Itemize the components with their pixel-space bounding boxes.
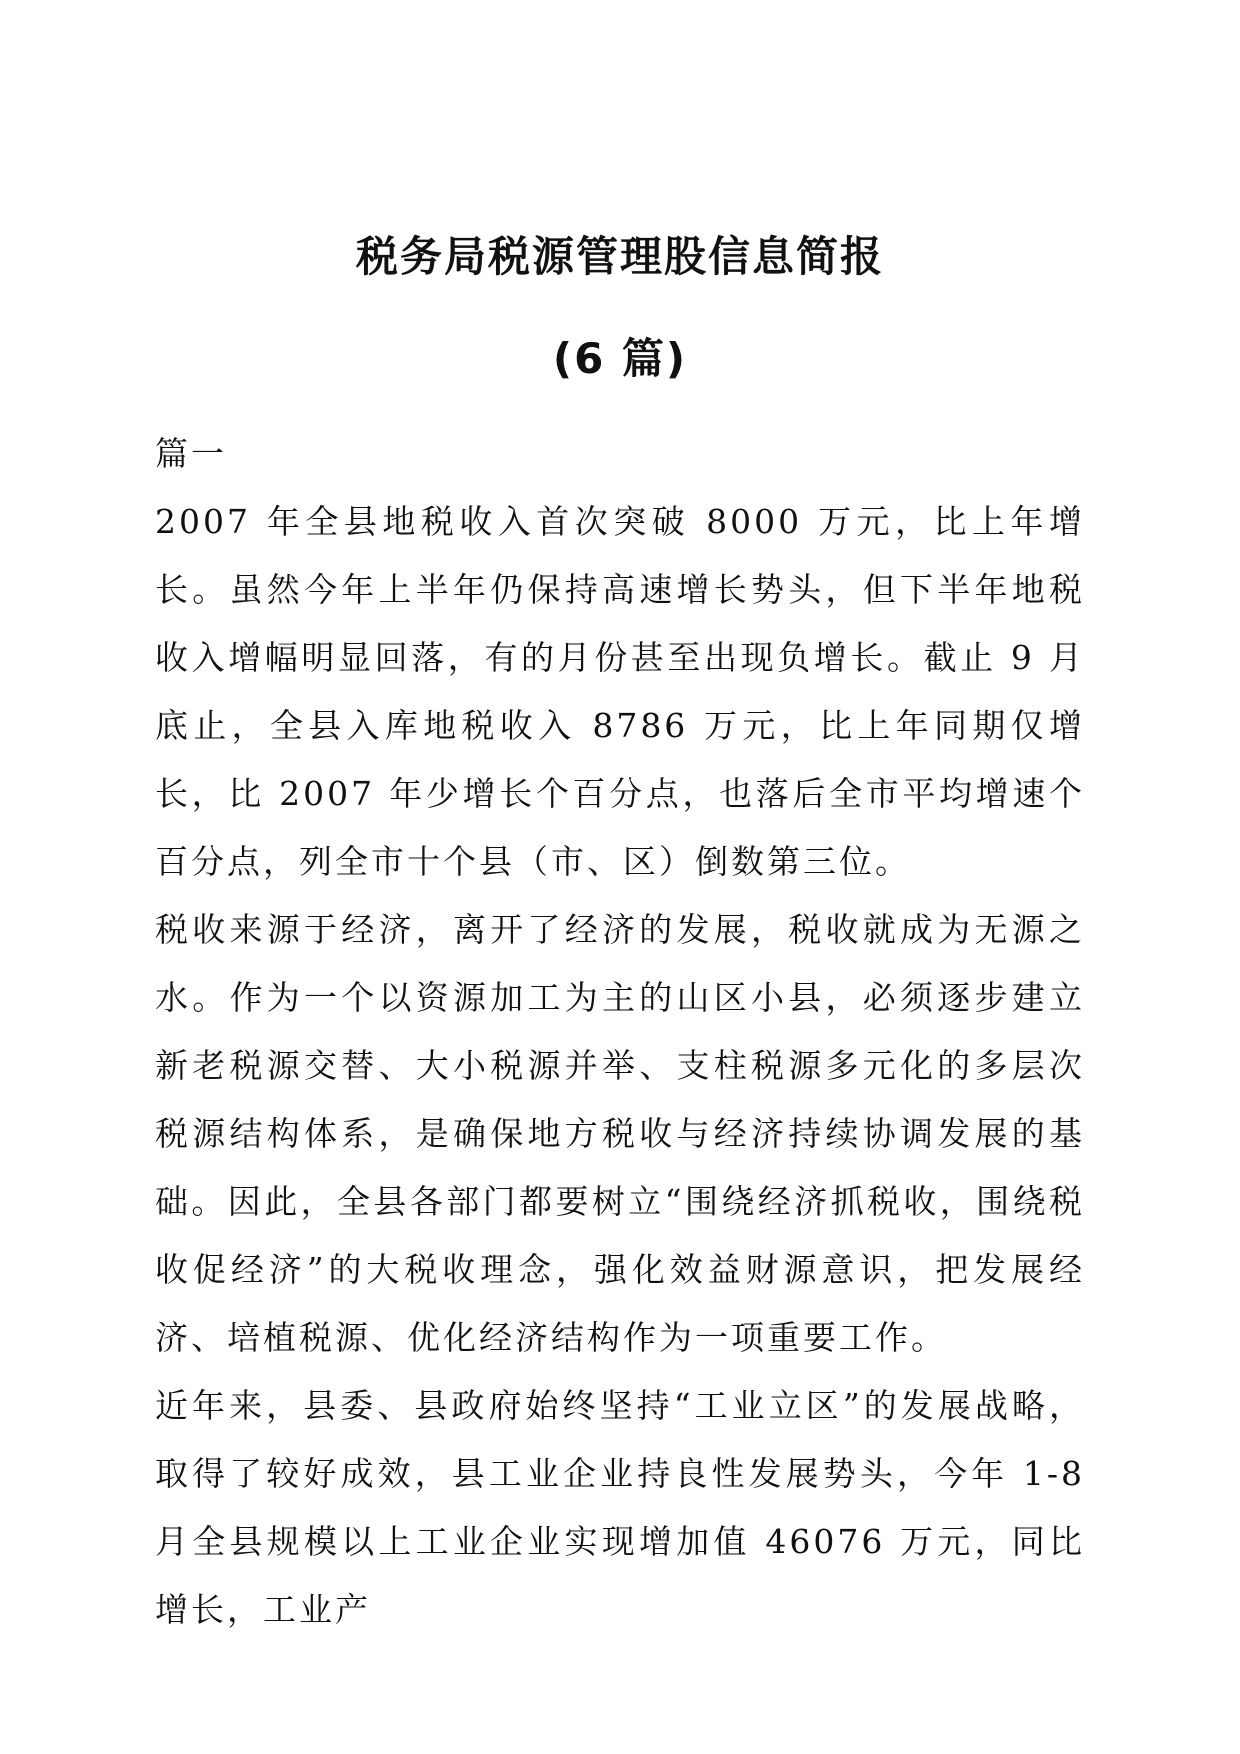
document-title: 税务局税源管理股信息简报	[355, 232, 884, 281]
paragraph-2: 税收来源于经济，离开了经济的发展，税收就成为无源之水。作为一个以资源加工为主的山区小县，必须逐步建立新老税源交替、大小税源并举、支柱税源多元化的多层次税源结构体系，是确保地方税收与经济持续协调发展的基础。因此，全县各部门都要树立“围绕经济抓税收，围绕税收促经济”的大税收理念，强化效益财源意识，把发展经济、培植税源、优化经济结构作为一项重要工作。	[155, 910, 1085, 1357]
paragraph-3: 近年来，县委、县政府始终坚持“工业立区”的发展战略，取得了较好成效，县工业企业持良性发展势头，今年 1-8 月全县规模以上工业企业实现增加值 46076 万元，同比增长，工业产	[155, 1386, 1085, 1629]
document-subtitle: (6 篇)	[552, 334, 688, 383]
document-body	[155, 420, 1085, 1644]
section-label: 篇一	[155, 434, 227, 473]
paragraph-1: 2007 年全县地税收入首次突破 8000 万元，比上年增长。虽然今年上半年仍保持高速增长势头，但下半年地税收入增幅明显回落，有的月份甚至出现负增长。截止 9 月底止，全县入库地税收入 8786 万元，比上年同期仅增长，比 2007 年少增长个百分点，也落后全市平均增速个百分点，列全市十个县（市、区）倒数第三位。	[155, 502, 1085, 881]
